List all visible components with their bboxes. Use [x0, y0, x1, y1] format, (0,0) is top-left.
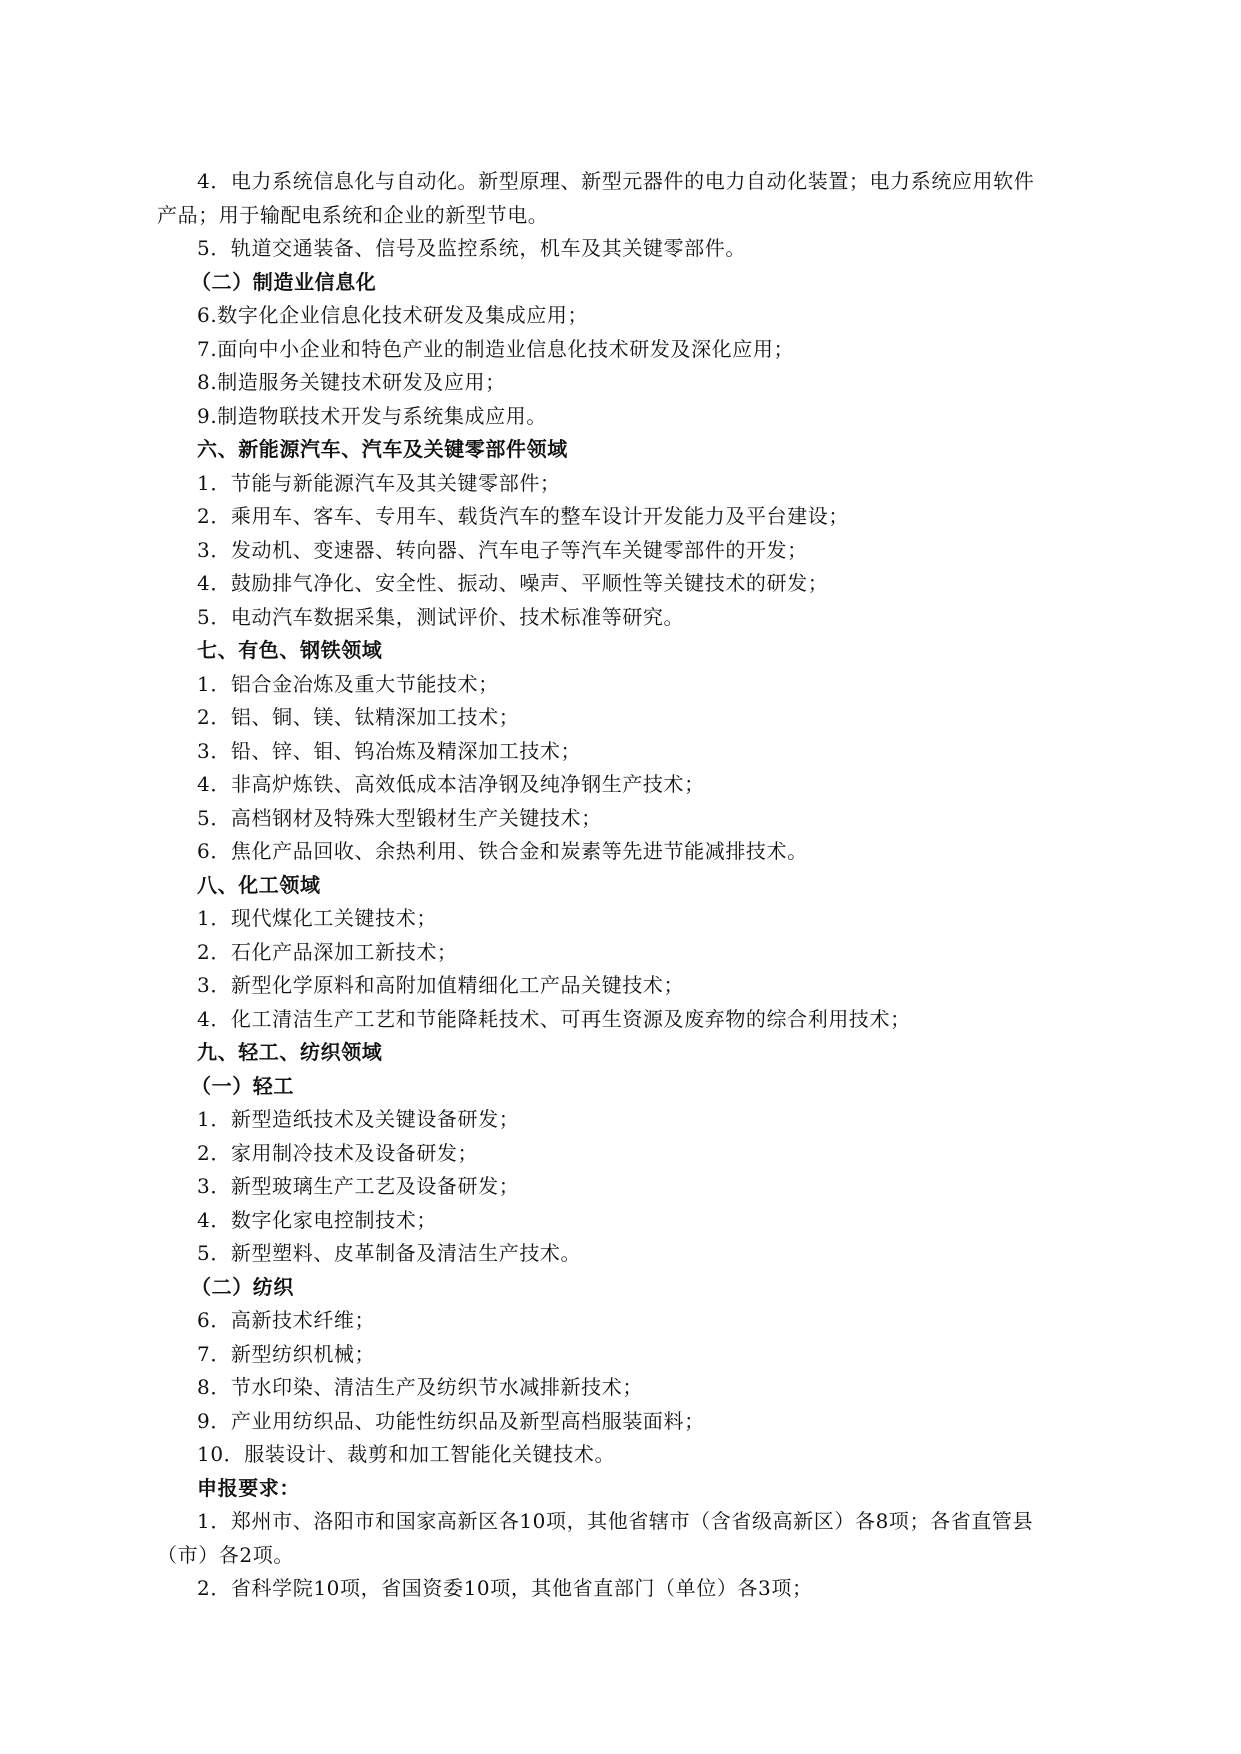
list-item: 1．节能与新能源汽车及其关键零部件； — [197, 470, 561, 495]
list-item: 5．电动汽车数据采集，测试评价、技术标准等研究。 — [197, 604, 685, 629]
list-item: 1．郑州市、洛阳市和国家高新区各10项，其他省辖市（含省级高新区）各8项；各省直管县 — [197, 1509, 1034, 1533]
subsection-heading: （二）纺织 — [191, 1274, 294, 1299]
list-item: 2．石化产品深加工新技术； — [197, 939, 458, 964]
list-item: 2．乘用车、客车、专用车、载货汽车的整车设计开发能力及平台建设； — [197, 504, 849, 528]
list-item: 1．铝合金冶炼及重大节能技术； — [197, 671, 499, 696]
list-item: 9.制造物联技术开发与系统集成应用。 — [197, 403, 547, 428]
section-heading: 六、新能源汽车、汽车及关键零部件领域 — [197, 437, 568, 461]
list-item: 4．化工清洁生产工艺和节能降耗技术、可再生资源及废弃物的综合利用技术； — [197, 1006, 911, 1031]
list-item: 6.数字化企业信息化技术研发及集成应用； — [197, 303, 589, 327]
list-item: 5．新型塑料、皮革制备及清洁生产技术。 — [197, 1241, 582, 1265]
list-item: 4．电力系统信息化与自动化。新型原理、新型元器件的电力自动化装置；电力系统应用软件 — [197, 169, 1035, 193]
document-body — [157, 165, 1102, 1606]
list-item: 3．铅、锌、钼、钨冶炼及精深加工技术； — [197, 738, 582, 763]
list-item: 2．省科学院10项，省国资委10项，其他省直部门（单位）各3项； — [197, 1576, 813, 1600]
list-item: 10．服装设计、裁剪和加工智能化关键技术。 — [197, 1442, 616, 1466]
list-item: 3．发动机、变速器、转向器、汽车电子等汽车关键零部件的开发； — [197, 537, 808, 562]
section-heading: 九、轻工、纺织领域 — [197, 1040, 383, 1064]
section-heading: 八、化工领域 — [197, 872, 321, 897]
list-item: 3．新型玻璃生产工艺及设备研发； — [197, 1174, 520, 1198]
list-item: 7.面向中小企业和特色产业的制造业信息化技术研发及深化应用； — [197, 336, 795, 361]
list-item: 4．数字化家电控制技术； — [197, 1207, 437, 1232]
subsection-heading: （一）轻工 — [191, 1073, 294, 1098]
list-item: 1．现代煤化工关键技术； — [197, 906, 437, 930]
list-item: 4．非高炉炼铁、高效低成本洁净钢及纯净钢生产技术； — [197, 772, 705, 796]
list-item: 6．高新技术纤维； — [197, 1308, 376, 1332]
list-item: 7．新型纺织机械； — [197, 1341, 376, 1366]
list-item: 5．高档钢材及特殊大型锻材生产关键技术； — [197, 805, 602, 830]
list-item: 1．新型造纸技术及关键设备研发； — [197, 1107, 520, 1131]
list-item: 6．焦化产品回收、余热利用、铁合金和炭素等先进节能减排技术。 — [197, 839, 808, 863]
list-item: 8.制造服务关键技术研发及应用； — [197, 370, 506, 394]
list-item: 9．产业用纺织品、功能性纺织品及新型高档服装面料； — [197, 1408, 705, 1433]
list-item-continuation: 产品；用于输配电系统和企业的新型节电。 — [157, 202, 549, 227]
subsection-heading: （二）制造业信息化 — [191, 269, 377, 294]
list-item-continuation: （市）各2项。 — [157, 1542, 294, 1567]
list-item: 3．新型化学原料和高附加值精细化工产品关键技术； — [197, 973, 685, 997]
list-item: 2．铝、铜、镁、钛精深加工技术； — [197, 705, 520, 729]
section-heading: 七、有色、钢铁领域 — [197, 638, 383, 662]
list-item: 4．鼓励排气净化、安全性、振动、噪声、平顺性等关键技术的研发； — [197, 571, 829, 595]
section-heading: 申报要求： — [197, 1475, 300, 1500]
list-item: 5．轨道交通装备、信号及监控系统，机车及其关键零部件。 — [197, 236, 746, 260]
list-item: 2．家用制冷技术及设备研发； — [197, 1140, 479, 1165]
list-item: 8．节水印染、清洁生产及纺织节水减排新技术； — [197, 1375, 643, 1399]
